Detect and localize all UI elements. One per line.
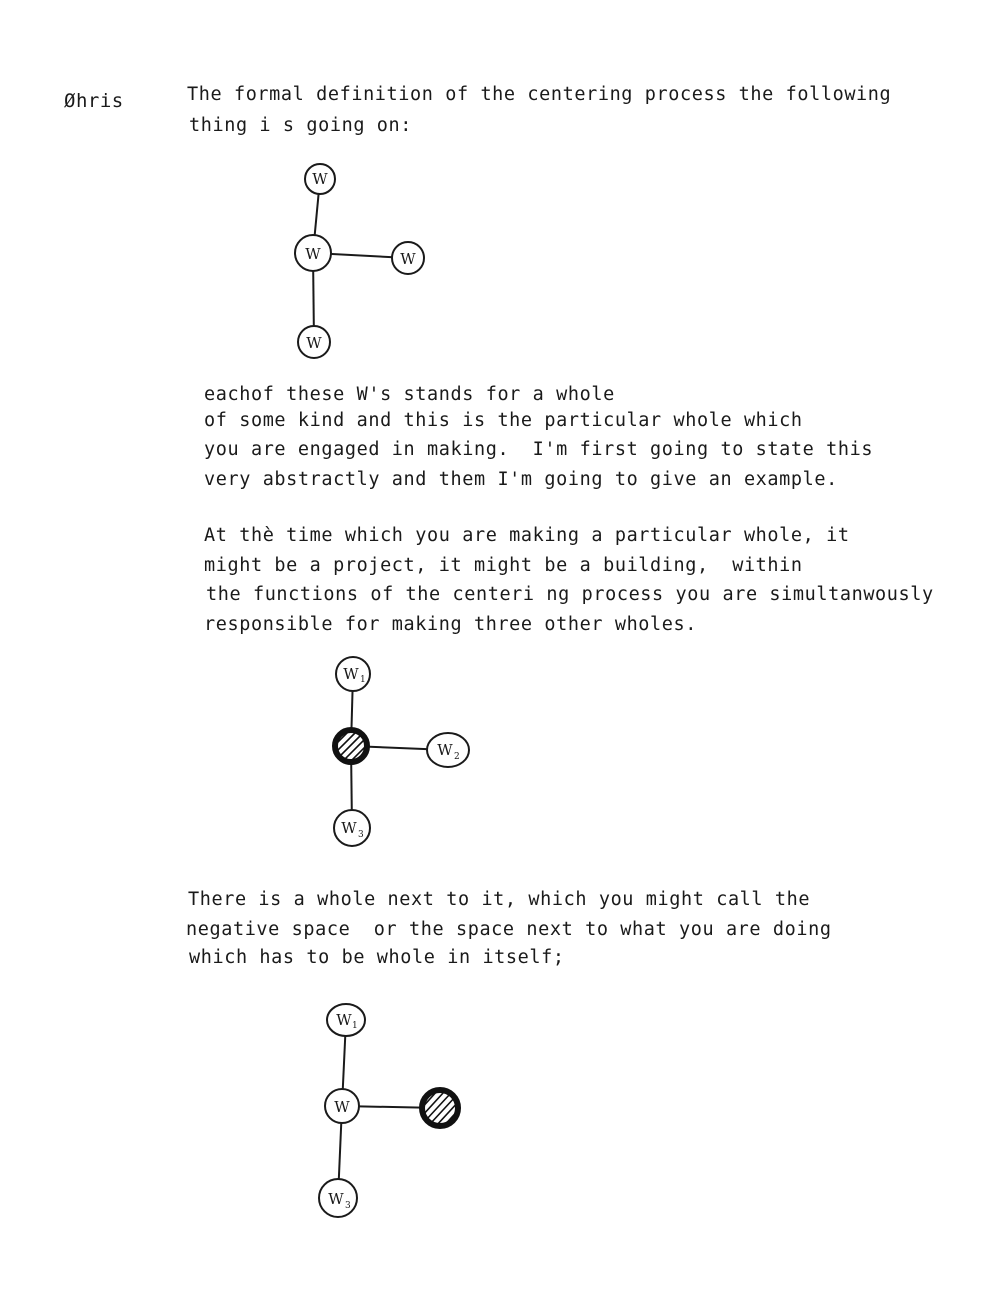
svg-text:W: W [306,334,322,352]
svg-text:1: 1 [352,1021,358,1031]
svg-text:3: 3 [358,830,364,840]
node-top [305,164,335,194]
svg-text:W: W [334,1098,350,1116]
node-center [295,235,331,271]
centering-diagram-3 [310,1000,480,1220]
node-w2-highlighted [420,1090,462,1128]
paragraph-2-line-4: very abstractly and them I'm going to give an example. [204,469,838,490]
paragraph-1-line-1: The formal definition of the centering process the following [187,84,892,105]
paragraph-4-line-2: negative space or the space next to what you are doing [186,919,832,940]
paragraph-3-line-3: the functions of the centeri ng process you are simultanwously [206,584,934,605]
paragraph-4-line-3: which has to be whole in itself; [189,947,565,968]
svg-text:2: 2 [454,752,460,762]
node-bottom [298,326,330,358]
svg-text:W: W [343,665,359,683]
svg-text:W: W [400,250,416,268]
paragraph-1-line-2: thing i s going on: [189,115,413,136]
svg-text:W: W [336,1011,352,1029]
node-w1 [327,1004,365,1036]
speaker-name: Øhris [64,90,124,112]
paragraph-3-line-4: responsible for making three other wholes. [204,614,697,635]
node-w-highlighted [330,730,370,764]
paragraph-3-line-1: At thè time which you are making a particular whole, it [204,525,850,546]
svg-text:W: W [305,245,321,263]
svg-text:1: 1 [360,675,366,685]
svg-text:W: W [437,741,453,759]
svg-text:3: 3 [345,1201,351,1211]
svg-text:W: W [312,170,328,188]
paragraph-2-line-2: of some kind and this is the particular whole which [204,410,803,431]
svg-text:W: W [328,1190,344,1208]
paragraph-2-line-1: eachof these W's stands for a whole [204,384,615,405]
node-w [325,1089,359,1123]
centering-diagram-2 [320,650,490,850]
node-w3 [319,1179,357,1217]
paragraph-4-line-1: There is a whole next to it, which you might call the [188,889,811,910]
node-w1 [336,657,370,691]
centering-diagram-1 [280,155,450,365]
paragraph-2-line-3: you are engaged in making. I'm first going to state this [204,439,874,460]
node-right [392,242,424,274]
node-w2 [427,733,469,767]
paragraph-3-line-2: might be a project, it might be a building, within [204,555,803,576]
svg-text:W: W [341,819,357,837]
node-w3 [334,810,370,846]
